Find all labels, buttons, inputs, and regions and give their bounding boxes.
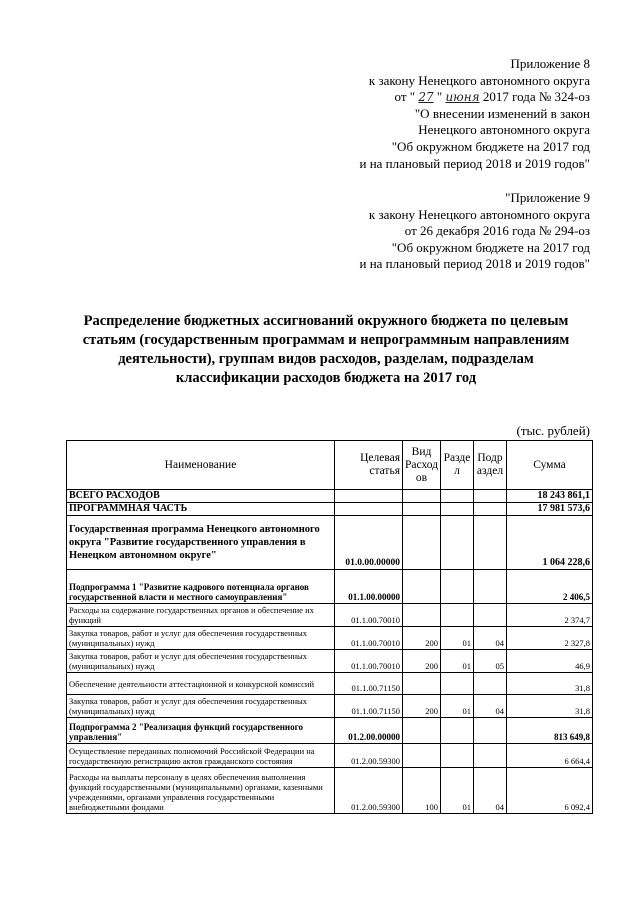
table-row bbox=[67, 604, 593, 627]
table-row bbox=[67, 650, 593, 673]
cell-target: 01.1.00.00000 bbox=[335, 570, 403, 604]
cell-section bbox=[441, 490, 474, 503]
cell-section bbox=[441, 673, 474, 695]
cell-subsection bbox=[474, 490, 507, 503]
cell-sum: 31,8 bbox=[507, 695, 593, 718]
cell-section bbox=[441, 604, 474, 627]
cell-name: Осуществление переданных полномочий Российской Федерации на государственную регистрацию актов гражданского состояния bbox=[67, 744, 335, 768]
annex-8-title: Приложение 8 bbox=[510, 56, 590, 71]
cell-type: 100 bbox=[403, 768, 441, 814]
cell-target: 01.2.00.00000 bbox=[335, 718, 403, 744]
cell-target: 01.1.00.70010 bbox=[335, 627, 403, 650]
annex-8-line3: "О внесении изменений в закон bbox=[414, 105, 590, 121]
cell-target: 01.0.00.00000 bbox=[335, 516, 403, 570]
document-title: Распределение бюджетных ассигнований окружного бюджета по целевым статьям (государственным программам и непрограммным направлениям деятельности), группам видов расходов, разделам, подразделам классификации расходов бюджета на 2017 год bbox=[82, 313, 570, 386]
cell-target: 01.1.00.71150 bbox=[335, 695, 403, 718]
cell-section bbox=[441, 516, 474, 570]
annex-8-line4: Ненецкого автономного округа bbox=[418, 122, 590, 138]
table-row bbox=[67, 503, 593, 516]
date-suffix: 2017 года № 324-оз bbox=[482, 89, 590, 105]
header-sum: Сумма bbox=[507, 441, 593, 490]
cell-name: Государственная программа Ненецкого автономного округа "Развитие государственного управления в Ненецком автономном округе" bbox=[67, 516, 335, 570]
table-row bbox=[67, 490, 593, 503]
cell-sum: 6 664,4 bbox=[507, 744, 593, 768]
cell-subsection: 04 bbox=[474, 695, 507, 718]
cell-name: ПРОГРАММНАЯ ЧАСТЬ bbox=[67, 503, 335, 516]
cell-type bbox=[403, 503, 441, 516]
cell-subsection: 04 bbox=[474, 768, 507, 814]
cell-section bbox=[441, 570, 474, 604]
table-row bbox=[67, 695, 593, 718]
cell-sum: 2 406,5 bbox=[507, 570, 593, 604]
cell-type bbox=[403, 604, 441, 627]
cell-type bbox=[403, 718, 441, 744]
cell-target bbox=[335, 503, 403, 516]
cell-type bbox=[403, 490, 441, 503]
cell-name: Расходы на выплаты персоналу в целях обеспечения выполнения функций государственными (муниципальными) органами, казенными учреждениями, органами управления государственными внебюджетными фондами bbox=[67, 768, 335, 814]
table-row bbox=[67, 718, 593, 744]
table-row bbox=[67, 673, 593, 695]
date-prefix: от " bbox=[394, 89, 416, 105]
cell-section: 01 bbox=[441, 650, 474, 673]
cell-section: 01 bbox=[441, 627, 474, 650]
table-row bbox=[67, 768, 593, 814]
annex-9-header bbox=[359, 190, 590, 273]
cell-sum: 2 327,8 bbox=[507, 627, 593, 650]
units-label: (тыс. рублей) bbox=[516, 423, 590, 438]
annex-9-line2: от 26 декабря 2016 года № 294-оз bbox=[404, 223, 590, 239]
cell-type bbox=[403, 516, 441, 570]
annex-9-line1: к закону Ненецкого автономного округа bbox=[368, 206, 590, 222]
annex-8-line6: и на плановый период 2018 и 2019 годов" bbox=[359, 155, 590, 171]
cell-type: 200 bbox=[403, 650, 441, 673]
cell-name: ВСЕГО РАСХОДОВ bbox=[67, 490, 335, 503]
date-month-handwritten: июня bbox=[445, 90, 480, 105]
cell-target: 01.2.00.59300 bbox=[335, 768, 403, 814]
cell-type bbox=[403, 744, 441, 768]
cell-target: 01.1.00.70010 bbox=[335, 650, 403, 673]
cell-type: 200 bbox=[403, 695, 441, 718]
table-row bbox=[67, 744, 593, 768]
table-header-row bbox=[67, 441, 593, 490]
cell-subsection bbox=[474, 718, 507, 744]
cell-section: 01 bbox=[441, 768, 474, 814]
cell-sum: 17 981 573,6 bbox=[507, 503, 593, 516]
cell-subsection bbox=[474, 744, 507, 768]
cell-subsection bbox=[474, 604, 507, 627]
cell-name: Закупка товаров, работ и услуг для обеспечения государственных (муниципальных) нужд bbox=[67, 695, 335, 718]
cell-sum: 813 649,8 bbox=[507, 718, 593, 744]
cell-subsection bbox=[474, 673, 507, 695]
cell-subsection: 05 bbox=[474, 650, 507, 673]
cell-subsection bbox=[474, 516, 507, 570]
cell-sum: 46,9 bbox=[507, 650, 593, 673]
annex-8-date-line bbox=[359, 89, 590, 106]
cell-sum: 1 064 228,6 bbox=[507, 516, 593, 570]
annex-9-line3: "Об окружном бюджете на 2017 год bbox=[391, 239, 590, 255]
cell-target: 01.2.00.59300 bbox=[335, 744, 403, 768]
cell-type bbox=[403, 673, 441, 695]
table-row bbox=[67, 627, 593, 650]
date-mid: " bbox=[436, 89, 443, 105]
cell-name: Обеспечение деятельности аттестационной и конкурсной комиссий bbox=[67, 673, 335, 695]
header-section: Разде л bbox=[441, 441, 474, 490]
cell-target: 01.1.00.70010 bbox=[335, 604, 403, 627]
date-day-handwritten: 27 bbox=[418, 90, 434, 105]
cell-target: 01.1.00.71150 bbox=[335, 673, 403, 695]
cell-section bbox=[441, 744, 474, 768]
budget-table bbox=[66, 440, 593, 814]
annex-8-header bbox=[359, 56, 590, 172]
header-type: Вид Расход ов bbox=[403, 441, 441, 490]
cell-type: 200 bbox=[403, 627, 441, 650]
annex-8-line5: "Об окружном бюджете на 2017 год bbox=[391, 138, 590, 154]
annex-8-line1: к закону Ненецкого автономного округа bbox=[368, 72, 590, 88]
annex-9-line4: и на плановый период 2018 и 2019 годов" bbox=[359, 256, 590, 272]
cell-sum: 6 092,4 bbox=[507, 768, 593, 814]
table-row bbox=[67, 516, 593, 570]
cell-sum: 18 243 861,1 bbox=[507, 490, 593, 503]
cell-type bbox=[403, 570, 441, 604]
cell-subsection: 04 bbox=[474, 627, 507, 650]
cell-name: Закупка товаров, работ и услуг для обеспечения государственных (муниципальных) нужд bbox=[67, 650, 335, 673]
cell-sum: 2 374,7 bbox=[507, 604, 593, 627]
cell-name: Подпрограмма 2 "Реализация функций государственного управления" bbox=[67, 718, 335, 744]
cell-target bbox=[335, 490, 403, 503]
cell-section bbox=[441, 718, 474, 744]
table-row bbox=[67, 570, 593, 604]
cell-name: Закупка товаров, работ и услуг для обеспечения государственных (муниципальных) нужд bbox=[67, 627, 335, 650]
cell-subsection bbox=[474, 570, 507, 604]
cell-name: Расходы на содержание государственных органов и обеспечение их функций bbox=[67, 604, 335, 627]
header-subsection: Подр аздел bbox=[474, 441, 507, 490]
header-target: Целевая статья bbox=[335, 441, 403, 490]
cell-name: Подпрограмма 1 "Развитие кадрового потенциала органов государственной власти и местного самоуправления" bbox=[67, 570, 335, 604]
annex-9-title: "Приложение 9 bbox=[505, 190, 590, 205]
cell-section: 01 bbox=[441, 695, 474, 718]
header-name: Наименование bbox=[67, 441, 335, 490]
cell-section bbox=[441, 503, 474, 516]
cell-subsection bbox=[474, 503, 507, 516]
cell-sum: 31,8 bbox=[507, 673, 593, 695]
